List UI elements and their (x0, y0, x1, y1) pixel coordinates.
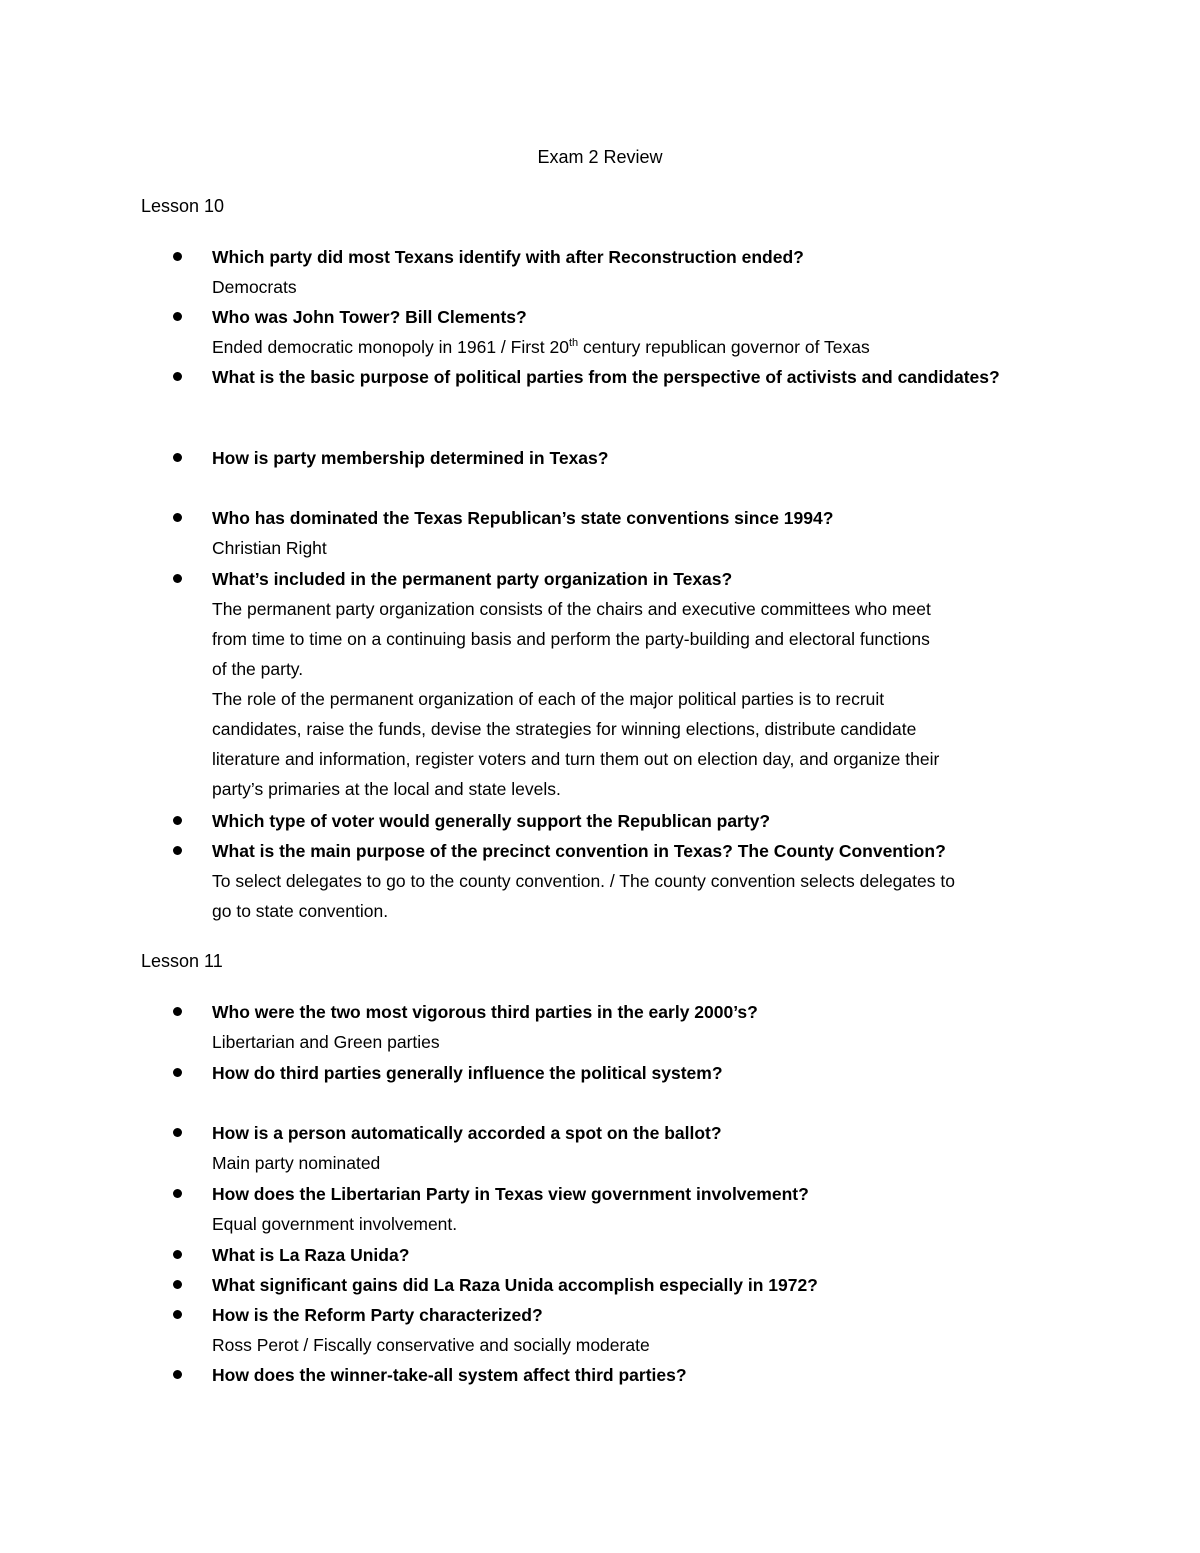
list-item (212, 806, 1062, 836)
bullet-icon (173, 1007, 182, 1016)
bullet-icon (173, 1370, 182, 1379)
question-text: Who were the two most vigorous third parties in the early 2000’s? (212, 1002, 758, 1022)
list-item (212, 302, 1062, 362)
bullet-icon (173, 372, 182, 381)
list-item (212, 362, 1062, 392)
bullet-icon (173, 574, 182, 583)
page-title: Exam 2 Review (537, 147, 663, 167)
lesson-heading: Lesson 11 (141, 951, 223, 971)
list-item (212, 997, 1062, 1057)
bullet-icon (173, 312, 182, 321)
question-text: What is the basic purpose of political parties from the perspective of activists and candidates? (212, 367, 1000, 387)
question-text: Which type of voter would generally support the Republican party? (212, 811, 771, 831)
list-item (212, 443, 1062, 473)
list-item (212, 1118, 1062, 1178)
answer-text: The permanent party organization consists of the chairs and executive committees who meet (212, 599, 931, 619)
answer-text: The role of the permanent organization of each of the major political parties is to recruit (212, 689, 885, 709)
question-text: Which party did most Texans identify with after Reconstruction ended? (212, 247, 804, 267)
list-item (212, 836, 1062, 926)
question-text: Who has dominated the Texas Republican’s state conventions since 1994? (212, 508, 834, 528)
superscript: th (569, 337, 579, 350)
answer-text (212, 332, 1062, 362)
answer-text: party’s primaries at the local and state levels. (212, 779, 561, 799)
bullet-icon (173, 816, 182, 825)
answer-text: Christian Right (212, 538, 327, 558)
answer-text: To select delegates to go to the county convention. / The county convention selects delegates to (212, 871, 955, 891)
bullet-icon (173, 1189, 182, 1198)
list-item (212, 1300, 1062, 1360)
bullet-icon (173, 1280, 182, 1289)
question-text: What significant gains did La Raza Unida accomplish especially in 1972? (212, 1275, 818, 1295)
answer-text: Equal government involvement. (212, 1214, 458, 1234)
bullet-icon (173, 1250, 182, 1259)
question-text: How is the Reform Party characterized? (212, 1305, 543, 1325)
bullet-icon (173, 846, 182, 855)
answer-text: Main party nominated (212, 1153, 381, 1173)
answer-text: Ross Perot / Fiscally conservative and socially moderate (212, 1335, 650, 1355)
list-item (212, 1240, 1062, 1270)
bullet-icon (173, 1128, 182, 1137)
bullet-icon (173, 453, 182, 462)
question-text: What is La Raza Unida? (212, 1245, 410, 1265)
question-text: How do third parties generally influence the political system? (212, 1063, 723, 1083)
list-item (212, 242, 1062, 302)
question-text: How is a person automatically accorded a spot on the ballot? (212, 1123, 722, 1143)
list-item (212, 1270, 1062, 1300)
answer-text: Democrats (212, 277, 297, 297)
question-text: How does the winner-take-all system affect third parties? (212, 1365, 687, 1385)
bullet-icon (173, 1068, 182, 1077)
answer-text: of the party. (212, 659, 304, 679)
answer-text: from time to time on a continuing basis and perform the party-building and electoral functions (212, 629, 930, 649)
answer-text: literature and information, register voters and turn them out on election day, and organize their (212, 749, 940, 769)
bullet-icon (173, 513, 182, 522)
bullet-icon (173, 1310, 182, 1319)
list-item (212, 564, 1062, 804)
answer-text-part: Ended democratic monopoly in 1961 / First 20 (212, 337, 569, 357)
list-item (212, 1058, 1062, 1088)
question-text: How is party membership determined in Texas? (212, 448, 609, 468)
bullet-icon (173, 252, 182, 261)
question-text: What is the main purpose of the precinct convention in Texas? The County Convention? (212, 841, 946, 861)
question-text: Who was John Tower? Bill Clements? (212, 307, 527, 327)
list-item (212, 1360, 1062, 1390)
answer-text: Libertarian and Green parties (212, 1032, 440, 1052)
answer-text: go to state convention. (212, 901, 389, 921)
lesson-heading: Lesson 10 (141, 196, 225, 216)
answer-text: candidates, raise the funds, devise the strategies for winning elections, distribute candidate (212, 719, 917, 739)
question-text: What’s included in the permanent party organization in Texas? (212, 569, 733, 589)
question-text: How does the Libertarian Party in Texas view government involvement? (212, 1184, 809, 1204)
list-item (212, 1179, 1062, 1239)
list-item (212, 503, 1062, 563)
answer-text-part: century republican governor of Texas (578, 337, 870, 357)
